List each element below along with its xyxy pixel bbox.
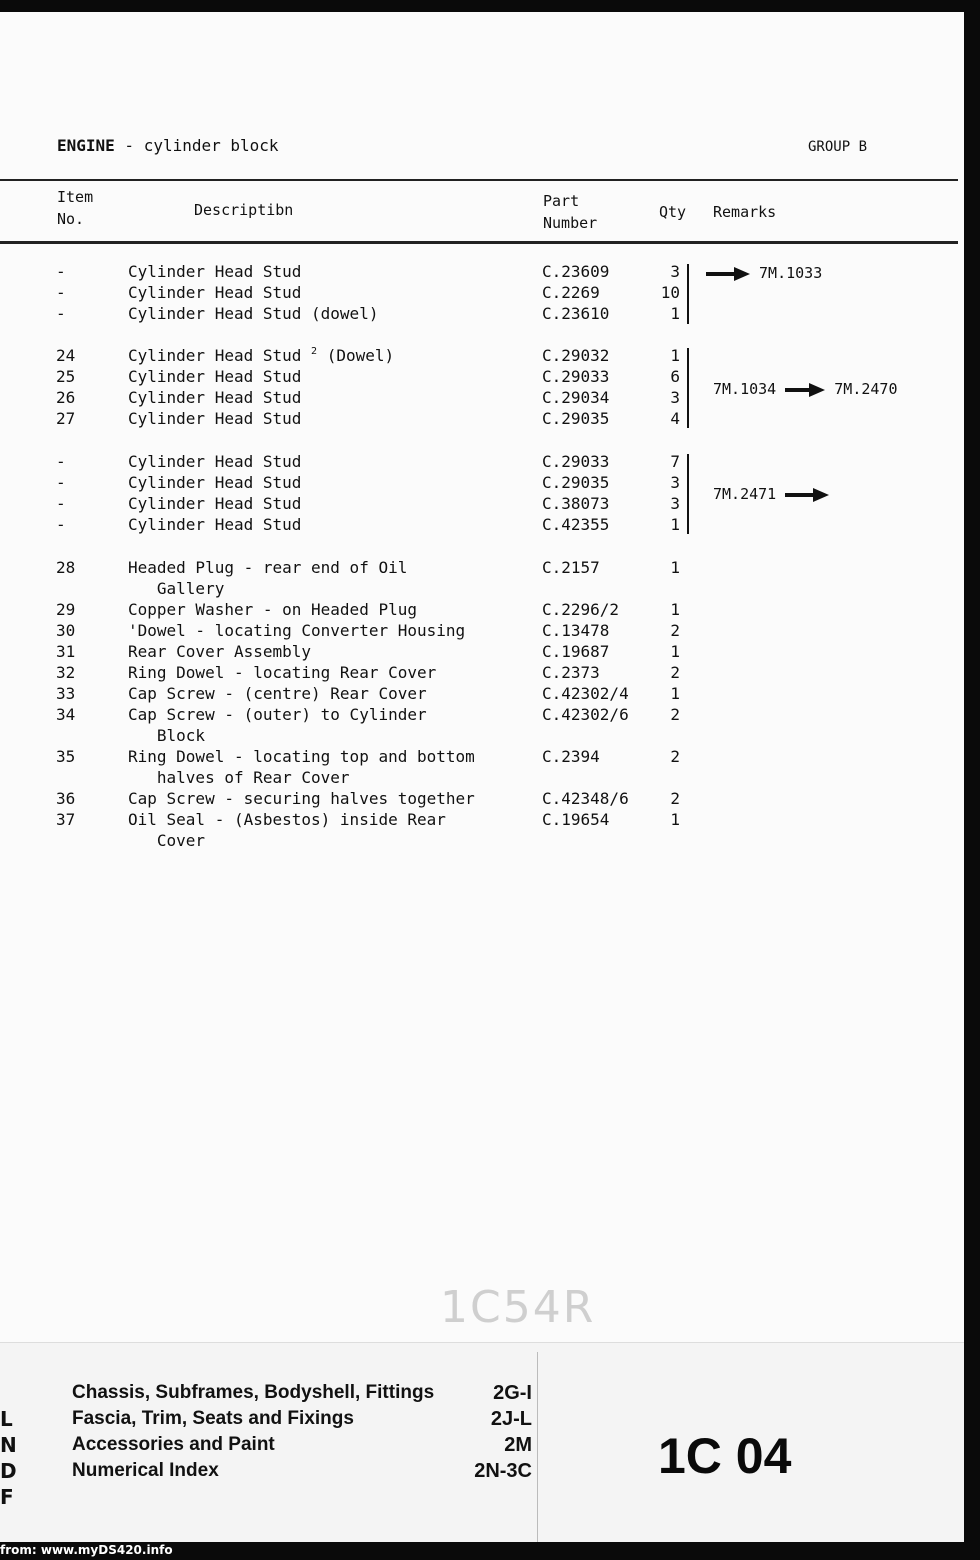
group-label: GROUP B: [808, 139, 868, 155]
item-no: 28: [56, 558, 76, 577]
index-label: Accessories and Paint: [72, 1434, 275, 1455]
description-tail: (Dowel): [317, 346, 395, 365]
qty: 1: [670, 515, 680, 534]
handwritten-stamp: 1C54R: [440, 1282, 596, 1333]
description: Copper Washer - on Headed Plug: [128, 600, 417, 619]
item-no: 36: [56, 789, 76, 808]
description: Block: [128, 726, 206, 745]
table-row: [0, 726, 964, 747]
part-number: C.2157: [542, 558, 600, 577]
group-bracket: [687, 348, 689, 428]
item-no: -: [56, 515, 66, 534]
description: [128, 346, 394, 365]
description: Cylinder Head Stud: [128, 515, 302, 534]
part-number: C.2394: [542, 747, 600, 766]
table-row: [0, 747, 964, 768]
description: Cover: [128, 831, 206, 850]
description: Cylinder Head Stud: [128, 409, 302, 428]
table-row: [0, 810, 964, 831]
col-header-remarks: Remarks: [713, 203, 777, 221]
col-header-item: Item No.: [57, 188, 94, 228]
title-subtitle: - cylinder block: [114, 136, 279, 155]
top-rule: [0, 179, 958, 181]
description: Rear Cover Assembly: [128, 642, 312, 661]
item-no: 27: [56, 409, 76, 428]
table-row: [0, 684, 964, 705]
part-number: C.29034: [542, 388, 610, 407]
qty: 1: [670, 304, 680, 323]
item-no: -: [56, 452, 66, 471]
index-entry: [72, 1460, 532, 1486]
table-row: [0, 831, 964, 852]
description: Cylinder Head Stud: [128, 388, 302, 407]
description: Cap Screw - (centre) Rear Cover: [128, 684, 427, 703]
item-no: -: [56, 494, 66, 513]
part-number: C.19654: [542, 810, 610, 829]
item-no: -: [56, 283, 66, 302]
page-title: [57, 136, 279, 155]
qty: 1: [670, 558, 680, 577]
item-no: 29: [56, 600, 76, 619]
index-label: Fascia, Trim, Seats and Fixings: [72, 1408, 354, 1429]
remark-text: 7M.2471: [713, 485, 777, 503]
fiche-number: 1C 04: [658, 1428, 792, 1484]
description: Oil Seal - (Asbestos) inside Rear: [128, 810, 446, 829]
side-letter: F: [0, 1485, 14, 1509]
remark-group-3: [713, 485, 829, 503]
remark-text: 7M.2470: [834, 380, 898, 398]
arrow-right-icon: [785, 488, 829, 502]
description: Cylinder Head Stud: [128, 494, 302, 513]
part-number: C.19687: [542, 642, 610, 661]
index-ref: 2J-L: [490, 1408, 532, 1430]
table-row: [0, 304, 964, 325]
description: Cylinder Head Stud: [128, 367, 302, 386]
part-number: C.2373: [542, 663, 600, 682]
qty: 2: [670, 747, 680, 766]
item-no: 37: [56, 810, 76, 829]
catalogue-page: [0, 12, 964, 1542]
side-letter: D: [0, 1459, 17, 1483]
remark-group-2: [713, 380, 898, 398]
index-label: Chassis, Subframes, Bodyshell, Fittings: [72, 1382, 435, 1403]
description-main: Cylinder Head Stud: [128, 346, 302, 365]
col-header-part: Part Number: [543, 192, 598, 232]
qty: 3: [670, 473, 680, 492]
table-row: [0, 346, 964, 367]
side-letter: N: [0, 1433, 17, 1457]
item-no: 26: [56, 388, 76, 407]
item-no: 24: [56, 346, 76, 365]
table-row: [0, 621, 964, 642]
index-ref: 2M: [504, 1434, 532, 1456]
remark-text: 7M.1034: [713, 380, 777, 398]
description: Cylinder Head Stud: [128, 262, 302, 281]
part-number: C.2269: [542, 283, 600, 302]
qty: 1: [670, 642, 680, 661]
description: Ring Dowel - locating Rear Cover: [128, 663, 437, 682]
side-letter: L: [0, 1407, 13, 1431]
qty: 10: [660, 283, 680, 302]
description: Cylinder Head Stud (dowel): [128, 304, 379, 323]
table-row: [0, 452, 964, 473]
qty: 6: [670, 367, 680, 386]
part-number: C.29035: [542, 473, 610, 492]
remark-group-1: [706, 264, 822, 282]
qty: 1: [670, 810, 680, 829]
table-row: [0, 789, 964, 810]
title-engine: ENGINE: [57, 136, 115, 155]
description: Cylinder Head Stud: [128, 473, 302, 492]
table-row: [0, 515, 964, 536]
item-no: -: [56, 304, 66, 323]
group-bracket: [687, 264, 689, 324]
footnote-marker: 2: [311, 346, 318, 357]
item-no: 31: [56, 642, 76, 661]
description: halves of Rear Cover: [128, 768, 350, 787]
qty: 3: [670, 262, 680, 281]
table-row: [0, 283, 964, 304]
part-number: C.2296/2: [542, 600, 620, 619]
arrow-right-icon: [706, 267, 750, 281]
qty: 1: [670, 684, 680, 703]
qty: 2: [670, 789, 680, 808]
group-bracket: [687, 454, 689, 534]
description: Headed Plug - rear end of Oil: [128, 558, 408, 577]
table-row: [0, 600, 964, 621]
qty: 2: [670, 621, 680, 640]
description: Ring Dowel - locating top and bottom: [128, 747, 475, 766]
index-entry: [72, 1408, 532, 1434]
table-row: [0, 768, 964, 789]
part-number: C.42355: [542, 515, 610, 534]
item-no: 35: [56, 747, 76, 766]
table-row: [0, 642, 964, 663]
description: 'Dowel - locating Converter Housing: [128, 621, 466, 640]
arrow-right-icon: [785, 383, 825, 397]
index-ref: 2N-3C: [474, 1460, 532, 1482]
description: Gallery: [128, 579, 225, 598]
table-row: [0, 579, 964, 600]
header-rule: [0, 241, 958, 244]
col-header-description: Descriptibn: [194, 201, 294, 219]
table-row: [0, 663, 964, 684]
description: Cap Screw - securing halves together: [128, 789, 475, 808]
table-row: [0, 705, 964, 726]
item-no: -: [56, 473, 66, 492]
qty: 7: [670, 452, 680, 471]
footer-divider: [537, 1352, 538, 1542]
description: Cap Screw - (outer) to Cylinder: [128, 705, 427, 724]
qty: 1: [670, 600, 680, 619]
part-number: C.29035: [542, 409, 610, 428]
qty: 1: [670, 346, 680, 365]
part-number: C.42302/6: [542, 705, 629, 724]
item-no: 32: [56, 663, 76, 682]
item-no: 25: [56, 367, 76, 386]
qty: 3: [670, 388, 680, 407]
source-note: from: www.myDS420.info: [0, 1543, 173, 1557]
part-number: C.38073: [542, 494, 610, 513]
qty: 4: [670, 409, 680, 428]
part-number: C.23610: [542, 304, 610, 323]
index-entry: [72, 1434, 532, 1460]
item-no: 30: [56, 621, 76, 640]
part-number: C.29033: [542, 367, 610, 386]
item-no: 33: [56, 684, 76, 703]
remark-text: 7M.1033: [759, 264, 823, 282]
qty: 3: [670, 494, 680, 513]
item-no: 34: [56, 705, 76, 724]
index-label: Numerical Index: [72, 1460, 219, 1481]
part-number: C.29033: [542, 452, 610, 471]
table-row: [0, 409, 964, 430]
index-entry: [72, 1382, 532, 1408]
part-number: C.42302/4: [542, 684, 629, 703]
qty: 2: [670, 705, 680, 724]
index-ref: 2G-I: [493, 1382, 532, 1404]
part-number: C.23609: [542, 262, 610, 281]
description: Cylinder Head Stud: [128, 452, 302, 471]
item-no: -: [56, 262, 66, 281]
col-header-qty: Qty: [659, 203, 687, 221]
table-row: [0, 558, 964, 579]
qty: 2: [670, 663, 680, 682]
description: Cylinder Head Stud: [128, 283, 302, 302]
part-number: C.42348/6: [542, 789, 629, 808]
part-number: C.13478: [542, 621, 610, 640]
part-number: C.29032: [542, 346, 610, 365]
